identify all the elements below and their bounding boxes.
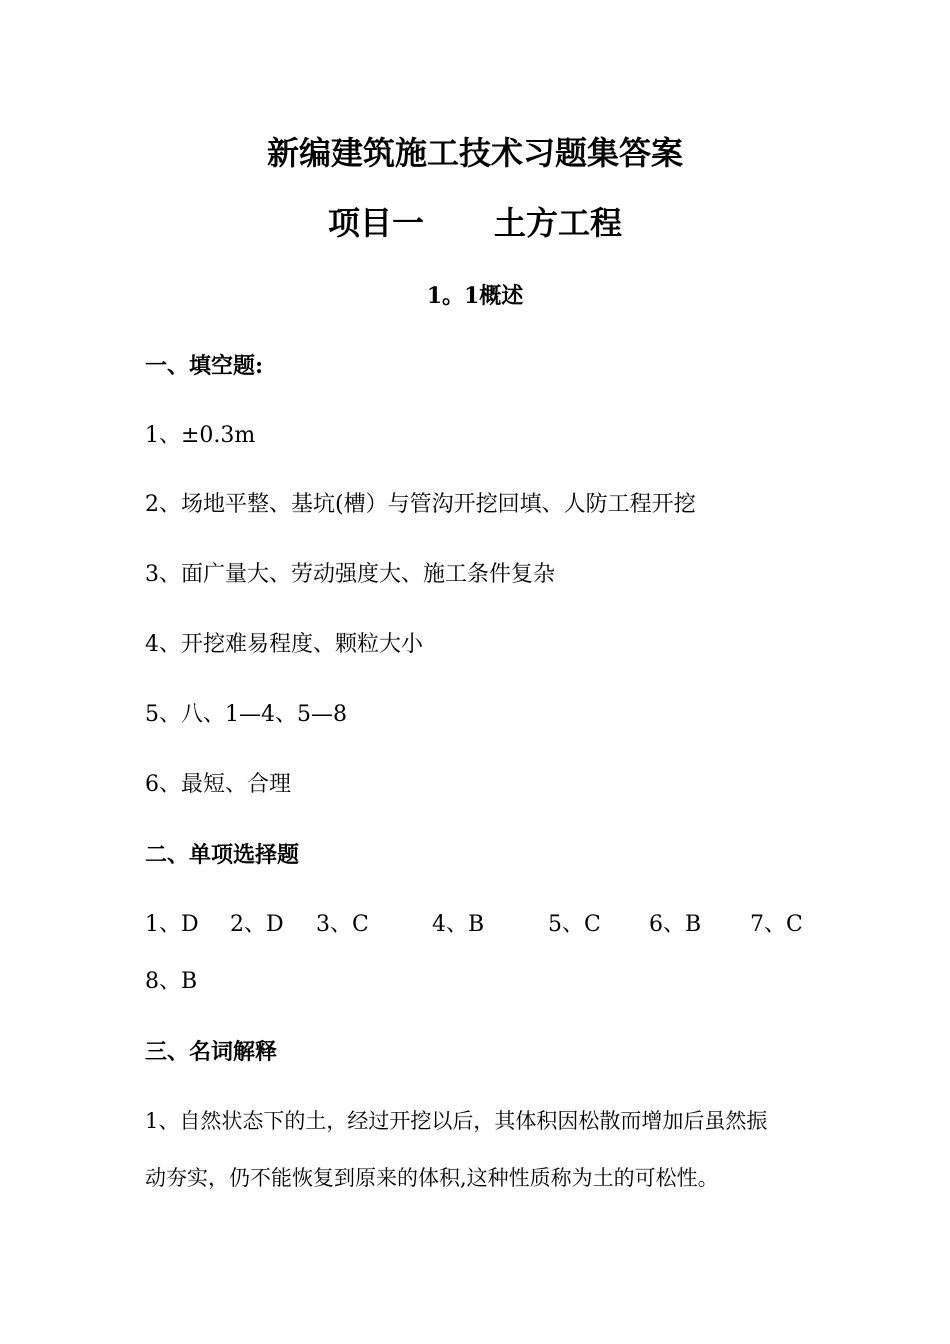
project-title: [0, 201, 950, 245]
fill-blank-item-5: 5、八、1—4、5—8: [145, 702, 347, 727]
choice-answer: 7、C: [750, 912, 803, 937]
choice-answer: 3、C: [316, 912, 369, 937]
project-name: 土方工程: [494, 204, 623, 242]
term-definition-line: 动夯实，仍不能恢复到原来的体积,这种性质称为土的可松性。: [145, 1166, 719, 1190]
document-title: 新编建筑施工技术习题集答案: [266, 134, 683, 172]
section-title: 1。1概述: [426, 283, 524, 309]
choice-answer: 6、B: [649, 912, 702, 937]
fill-blank-item-3: 3、面广量大、劳动强度大、施工条件复杂: [145, 562, 555, 587]
single-choice-heading: 二、单项选择题: [145, 842, 300, 868]
fill-blank-heading: 一、填空题:: [145, 353, 264, 379]
term-definition-line: 1、自然状态下的土，经过开挖以后，其体积因松散而增加后虽然振: [145, 1109, 768, 1133]
fill-blank-item-6: 6、最短、合理: [145, 772, 291, 797]
fill-blank-item-2: 2、场地平整、基坑(槽）与管沟开挖回填、人防工程开挖: [145, 492, 696, 517]
project-label: 项目一: [327, 204, 424, 242]
choice-answer: 4、B: [432, 912, 485, 937]
fill-blank-item-4: 4、开挖难易程度、颗粒大小: [145, 632, 423, 657]
single-choice-row: [145, 966, 815, 998]
choice-answer: 5、C: [548, 912, 601, 937]
choice-answer: 1、D: [145, 912, 199, 937]
terms-heading: 三、名词解释: [145, 1039, 278, 1065]
single-choice-row: [145, 909, 815, 941]
choice-answer: 8、B: [145, 969, 198, 994]
choice-answer: 2、D: [230, 912, 284, 937]
fill-blank-item-1: 1、±0.3m: [145, 423, 256, 448]
